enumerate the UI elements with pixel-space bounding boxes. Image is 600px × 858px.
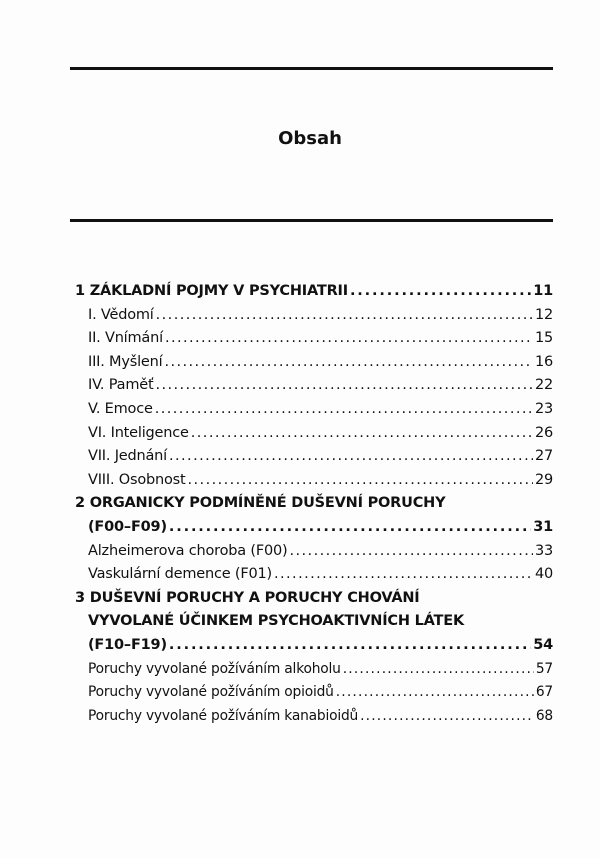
dot-leader <box>164 354 532 370</box>
dot-leader <box>336 684 534 700</box>
toc-entry[interactable] <box>75 543 553 567</box>
table-of-contents <box>75 283 553 731</box>
dot-leader <box>274 566 533 582</box>
toc-entry-title: Vaskulární demence (F01) <box>88 566 272 583</box>
toc-entry[interactable] <box>75 401 553 425</box>
toc-entry[interactable] <box>75 684 553 708</box>
toc-entry-page: 33 <box>534 542 553 559</box>
title-rule <box>70 219 553 222</box>
toc-entry-title: V. Emoce <box>88 400 153 417</box>
toc-entry-title: VIII. Osobnost <box>88 471 186 488</box>
dot-leader <box>350 283 531 299</box>
toc-entry-title: 3 DUŠEVNÍ PORUCHY A PORUCHY CHOVÁNÍ <box>75 589 420 606</box>
page-title: Obsah <box>278 128 342 149</box>
toc-entry-title: IV. Paměť <box>88 377 154 394</box>
dot-leader <box>360 708 534 724</box>
toc-entry-page: 16 <box>534 353 553 370</box>
toc-entry[interactable] <box>75 495 553 519</box>
toc-entry[interactable] <box>75 472 553 496</box>
toc-entry-page: 23 <box>534 400 553 417</box>
toc-entry[interactable] <box>75 613 553 637</box>
toc-entry[interactable] <box>75 425 553 449</box>
toc-entry[interactable] <box>75 637 553 661</box>
toc-entry[interactable] <box>75 566 553 590</box>
toc-entry-title: I. Vědomí <box>88 306 154 323</box>
dot-leader <box>169 519 531 535</box>
toc-entry[interactable] <box>75 519 553 543</box>
dot-leader <box>156 307 533 323</box>
toc-entry-title: Poruchy vyvolané požíváním alkoholu <box>88 660 341 677</box>
toc-entry-page: 29 <box>534 471 553 488</box>
dot-leader <box>290 543 533 559</box>
dot-leader <box>169 448 533 464</box>
toc-entry[interactable] <box>75 377 553 401</box>
toc-entry-page: 27 <box>534 448 553 465</box>
dot-leader <box>155 377 532 393</box>
toc-entry[interactable] <box>75 330 553 354</box>
toc-entry-page: 40 <box>534 566 553 583</box>
toc-entry-title: II. Vnímání <box>88 330 163 347</box>
toc-entry[interactable] <box>75 283 553 307</box>
toc-entry-page: 68 <box>535 707 553 724</box>
toc-entry-page: 57 <box>535 660 553 677</box>
toc-entry-title: VII. Jednání <box>88 448 167 465</box>
dot-leader <box>169 637 531 653</box>
toc-entry-page: 67 <box>535 684 553 701</box>
toc-entry-title: III. Myšlení <box>88 353 163 370</box>
toc-entry-page: 15 <box>534 330 553 347</box>
top-rule <box>70 67 553 70</box>
toc-entry-title: Poruchy vyvolané požíváním opioidů <box>88 684 334 701</box>
toc-entry-title: (F00–F09) <box>88 518 167 535</box>
toc-entry-title: 1 ZÁKLADNÍ POJMY V PSYCHIATRII <box>75 283 348 299</box>
toc-entry-page: 22 <box>534 377 553 394</box>
toc-entry[interactable] <box>75 354 553 378</box>
toc-entry-title: VI. Inteligence <box>88 424 189 441</box>
toc-entry[interactable] <box>75 448 553 472</box>
toc-entry-title: Poruchy vyvolané požíváním kanabioidů <box>88 707 359 724</box>
dot-leader <box>155 401 533 417</box>
toc-entry[interactable] <box>75 307 553 331</box>
dot-leader <box>343 661 534 677</box>
dot-leader <box>165 330 533 346</box>
dot-leader <box>188 472 533 488</box>
toc-entry[interactable] <box>75 590 553 614</box>
toc-entry-page: 11 <box>533 283 553 299</box>
toc-entry-page: 26 <box>534 424 553 441</box>
toc-entry[interactable] <box>75 661 553 685</box>
toc-entry-page: 31 <box>533 518 553 535</box>
toc-entry[interactable] <box>75 708 553 732</box>
toc-entry-page: 54 <box>533 636 553 653</box>
toc-entry-page: 12 <box>534 306 553 323</box>
dot-leader <box>191 425 533 441</box>
toc-entry-title: Alzheimerova choroba (F00) <box>88 542 288 559</box>
toc-entry-title: VYVOLANÉ ÚČINKEM PSYCHOAKTIVNÍCH LÁTEK <box>88 613 464 630</box>
toc-entry-title: (F10–F19) <box>88 636 167 653</box>
toc-entry-title: 2 ORGANICKY PODMÍNĚNÉ DUŠEVNÍ PORUCHY <box>75 495 446 512</box>
